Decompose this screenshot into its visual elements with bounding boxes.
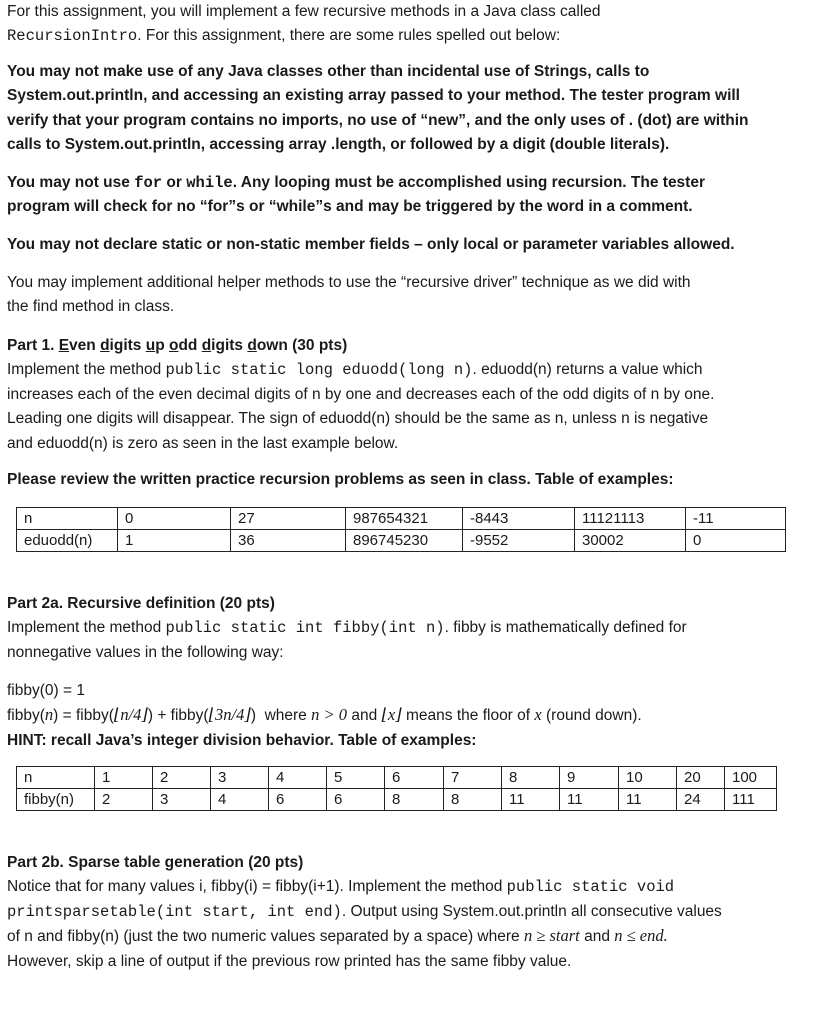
table-cell: 36 — [231, 530, 346, 552]
part-1-heading: Part 1. Even digits up odd digits down (30 pts) — [7, 337, 348, 354]
table-cell: 6 — [269, 789, 327, 811]
table-cell: 3 — [211, 767, 269, 789]
printsparsetable-signature: printsparsetable(int start, int end) — [7, 902, 342, 921]
helper-note: You may implement additional helper methods to use the “recursive driver” technique as we did with the find method in class. — [7, 274, 691, 316]
table-cell: 8 — [444, 789, 502, 811]
heading-word: up — [145, 337, 165, 354]
eduodd-signature: public static long eduodd(long n) — [165, 361, 473, 380]
heading-word: Even — [58, 337, 96, 354]
table-cell: 10 — [619, 767, 677, 789]
rule-no-loops: You may not use for or while. Any looping must be accomplished using recursion. The tester program will check for no “for”s or “while”s and may be triggered by the word in a comment. — [7, 174, 705, 216]
table-cell: 896745230 — [346, 530, 463, 552]
heading-word: digits — [100, 337, 142, 354]
table-cell: 1 — [118, 530, 231, 552]
table-cell: 100 — [725, 767, 777, 789]
table-cell: 7 — [444, 767, 502, 789]
table-cell: 8 — [502, 767, 560, 789]
table-cell: -9552 — [463, 530, 575, 552]
table-row — [17, 767, 777, 789]
table-cell: 0 — [686, 530, 786, 552]
class-name: RecursionIntro — [7, 27, 138, 46]
fibby-examples-table — [16, 766, 777, 811]
table-cell: 11121113 — [575, 508, 686, 530]
table-cell: 3 — [153, 789, 211, 811]
rule-no-classes: You may not make use of any Java classes other than incidental use of Strings, calls to System.out.println, and accessing an existing array passed to your method. The tester program will verify that your program contains no imports, no use of “new”, and the only uses of . (dot) are within calls to System.out.println, accessing array .length, or followed by a digit (double literals). — [7, 63, 749, 154]
fibby-signature: public static int fibby(int n) — [165, 619, 445, 638]
table-row — [17, 789, 777, 811]
table-cell: 9 — [560, 767, 619, 789]
table-row — [17, 508, 786, 530]
part-1-section: Part 1. Even digits up odd digits down (30 pts) Implement the method public static long eduodd(long n). eduodd(n) returns a value which increases each of the even decimal digits of n by one and decreases each of the odd digits of n by one. Leading one digits will disappear. The sign of eduodd(n) should be the same as n, unless n is negative and eduodd(n) is zero as seen in the last example below. — [7, 334, 714, 456]
part-2a-section: Part 2a. Recursive definition (20 pts) Implement the method public static int fibby(int n). fibby is mathematically defined for nonnegative values in the following way: — [7, 592, 687, 665]
table-cell: 4 — [211, 789, 269, 811]
table-cell: 4 — [269, 767, 327, 789]
hint: HINT: recall Java’s integer division behavior. Table of examples: — [7, 731, 477, 749]
table-cell: -11 — [686, 508, 786, 530]
table-cell: 0 — [118, 508, 231, 530]
table-cell: -8443 — [463, 508, 575, 530]
table-cell: 6 — [385, 767, 444, 789]
review-note: Please review the written practice recursion problems as seen in class. Table of examples: — [7, 471, 674, 488]
table-cell: 8 — [385, 789, 444, 811]
table-cell: 11 — [560, 789, 619, 811]
rule-no-fields: You may not declare static or non-static member fields – only local or parameter variables allowed. — [7, 236, 735, 253]
table-cell: 27 — [231, 508, 346, 530]
fibby-definition: fibby(0) = 1 fibby(n) = fibby(⌊n/4⌋) + fibby(⌊3n/4⌋) where n > 0 and ⌊x⌋ means the floor of x (round down). HINT: recall Java’s integer division behavior. Table of examples: — [7, 679, 642, 753]
table-cell: 11 — [619, 789, 677, 811]
table-cell: 111 — [725, 789, 777, 811]
table-cell: n — [17, 508, 118, 530]
table-cell: 30002 — [575, 530, 686, 552]
heading-word: down — [247, 337, 288, 354]
heading-word: odd — [168, 337, 198, 354]
table-cell: eduodd(n) — [17, 530, 118, 552]
intro-line-2: RecursionIntro. For this assignment, there are some rules spelled out below: — [7, 27, 561, 46]
heading-word: digits — [201, 337, 244, 354]
eduodd-examples-table — [16, 507, 786, 552]
intro-line-1: For this assignment, you will implement a few recursive methods in a Java class called — [7, 3, 601, 20]
table-cell: n — [17, 767, 95, 789]
table-cell: fibby(n) — [17, 789, 95, 811]
part-2b-heading: Part 2b. Sparse table generation (20 pts) — [7, 854, 304, 871]
table-cell: 987654321 — [346, 508, 463, 530]
table-cell: 11 — [502, 789, 560, 811]
table-cell: 2 — [153, 767, 211, 789]
part-2a-heading: Part 2a. Recursive definition (20 pts) — [7, 595, 275, 612]
table-cell: 2 — [95, 789, 153, 811]
table-cell: 20 — [677, 767, 725, 789]
table-cell: 6 — [327, 789, 385, 811]
table-cell: 24 — [677, 789, 725, 811]
table-cell: 1 — [95, 767, 153, 789]
part-2b-section: Part 2b. Sparse table generation (20 pts) Notice that for many values i, fibby(i) = fibby(i+1). Implement the method public static void printsparsetable(int start, int end). Output using System.out.println all consecutive values of n and fibby(n) (just the two numeric values separated by a space) where n ≥ start and n ≤ end. However, skip a line of output if the previous row printed has the same fibby value. — [7, 851, 722, 974]
table-cell: 5 — [327, 767, 385, 789]
table-row — [17, 530, 786, 552]
